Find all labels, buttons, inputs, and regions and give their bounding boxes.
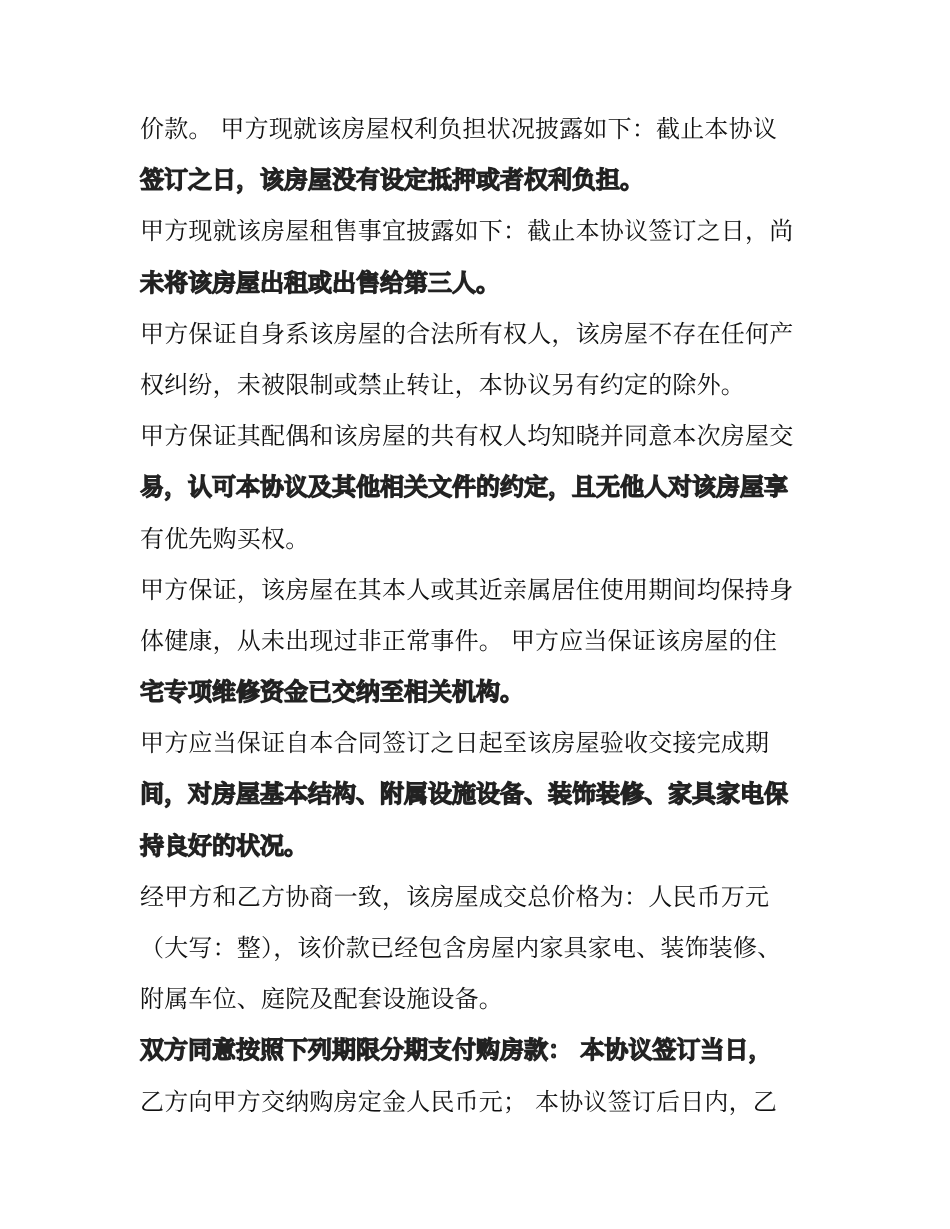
text-line-1: 价款。 甲方现就该房屋权利负担状况披露如下：截止本协议: [140, 115, 778, 143]
text-line-16: 经甲方和乙方协商一致，该房屋成交总价格为：人民币万元: [140, 882, 770, 911]
text-line-14: 间，对房屋基本结构、附属设施设备、装饰装修、家具家电保: [140, 780, 788, 809]
text-line-7: 甲方保证其配偶和该房屋的共有权人均知晓并同意本次房屋交: [140, 422, 794, 451]
text-line-17: （大写：整），该价款已经包含房屋内家具家电、装饰装修、: [140, 934, 782, 962]
text-line-5: 甲方保证自身系该房屋的合法所有权人，该房屋不存在任何产: [140, 319, 794, 348]
text-line-11: 体健康，从未出现过非正常事件。 甲方应当保证该房屋的住: [140, 626, 778, 655]
text-line-10: 甲方保证，该房屋在其本人或其近亲属居住使用期间均保持身: [140, 575, 794, 604]
text-line-12: 宅专项维修资金已交纳至相关机构。: [140, 678, 524, 707]
text-line-2: 签订之日，该房屋没有设定抵押或者权利负担。: [140, 166, 644, 195]
text-line-20: 乙方向甲方交纳购房定金人民币元； 本协议签订后日内，乙: [140, 1087, 778, 1116]
text-line-3: 甲方现就该房屋租售事宜披露如下：截止本协议签订之日，尚: [140, 217, 794, 246]
text-line-9: 有优先购买权。: [140, 524, 310, 553]
text-line-19: 双方同意按照下列期限分期支付购房款： 本协议签订当日，: [140, 1036, 773, 1065]
document-page: [140, 104, 830, 1128]
text-line-13: 甲方应当保证自本合同签订之日起至该房屋验收交接完成期: [140, 729, 770, 758]
text-line-18: 附属车位、庭院及配套设施设备。: [140, 985, 503, 1014]
text-line-8: 易，认可本协议及其他相关文件的约定，且无他人对该房屋享: [140, 473, 788, 502]
text-line-15: 持良好的状况。: [140, 831, 308, 860]
text-line-4: 未将该房屋出租或出售给第三人。: [140, 268, 500, 297]
text-line-6: 权纠纷，未被限制或禁止转让，本协议另有约定的除外。: [140, 370, 745, 399]
